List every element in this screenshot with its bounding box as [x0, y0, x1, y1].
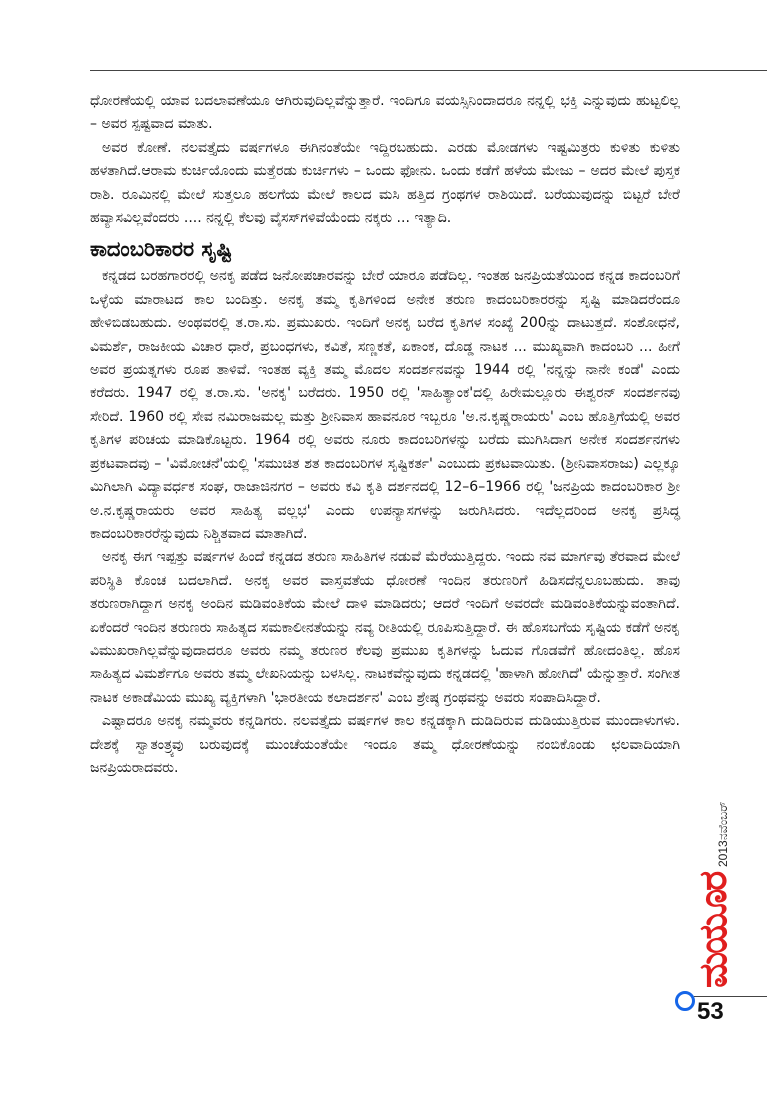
- issue-date: [711, 780, 735, 888]
- section-heading: ಕಾದಂಬರಿಕಾರರ ಸೃಷ್ಟಿ: [90, 237, 233, 262]
- paragraph: ಅನಕೃ ಈಗ ಇಪ್ಪತ್ತು ವರ್ಷಗಳ ಹಿಂದೆ ಕನ್ನಡದ ತರುಣ ಸಾಹಿತಿಗಳ ನಡುವೆ ಮೆರೆಯುತ್ತಿದ್ದರು. ಇಂದು ನವ ಮಾರ್ಗವು ತೆರವಾದ ಮೇಲೆ ಪರಿಸ್ಥಿತಿ ಕೊಂಚ ಬದಲಾಗಿದೆ. ಅನಕೃ ಅವರ ವಾಸ್ತವತೆಯ ಧೋರಣೆ ಇಂದಿನ ತರುಣರಿಗೆ ಹಿಡಿಸದೆನ್ನಲೂಬಹುದು. ತಾವು ತರುಣರಾಗಿದ್ದಾಗ ಅನಕೃ ಅಂದಿನ ಮಡಿವಂತಿಕೆಯ ಮೇಲೆ ದಾಳಿ ಮಾಡಿದರು; ಆದರೆ ಇಂದಿಗೆ ಅವರದೇ ಮಡಿವಂತಿಕೆಯನ್ನುವಂತಾಗಿದೆ. ಏಕೆಂದರೆ ಇಂದಿನ ತರುಣರು ಸಾಹಿತ್ಯದ ಸಮಕಾಲೀನತೆಯನ್ನು ನವ್ಯ ರೀತಿಯಲ್ಲಿ ರೂಪಿಸುತ್ತಿದ್ದಾರೆ. ಈ ಹೊಸಬಗೆಯ ಸೃಷ್ಟಿಯ ಕಡೆಗೆ ಅನಕೃ ವಿಮುಖರಾಗಿಲ್ಲವೆನ್ನುವುದಾದರೂ ಅವರು ನಮ್ಮ ತರುಣರ ಕೆಲವು ಪ್ರಮುಖ ಕೃತಿಗಳನ್ನು ಓದುವ ಗೊಡವೆಗೆ ಹೋದಂತಿಲ್ಲ. ಹೊಸ ಸಾಹಿತ್ಯದ ವಿಮರ್ಶೆಗೂ ಅವರು ತಮ್ಮ ಲೇಖನಿಯನ್ನು ಬಳಸಿಲ್ಲ. ನಾಟಕವೆನ್ನುವುದು ಕನ್ನಡದಲ್ಲಿ 'ಹಾಳಾಗಿ ಹೋಗಿದೆ' ಯೆನ್ನುತ್ತಾರೆ. ಸಂಗೀತ ನಾಟಕ ಅಕಾಡೆಮಿಯ ಮುಖ್ಯ ವ್ಯಕ್ತಿಗಳಾಗಿ 'ಭಾರತೀಯ ಕಲಾದರ್ಶನ' ಎಂಬ ಶ್ರೇಷ್ಠ ಗ್ರಂಥವನ್ನು ಅವರು ಸಂಪಾದಿಸಿದ್ದಾರೆ.: [90, 549, 680, 706]
- article-body: [90, 90, 680, 780]
- top-rule: [90, 70, 767, 71]
- page-number: 53: [697, 998, 724, 1025]
- issue-year: 2013: [716, 839, 730, 867]
- magazine-logo: ಮಯೂರ: [690, 872, 735, 988]
- paragraph: ಧೋರಣೆಯಲ್ಲಿ ಯಾವ ಬದಲಾವಣೆಯೂ ಆಗಿರುವುದಿಲ್ಲವೆನ್ನುತ್ತಾರೆ. ಇಂದಿಗೂ ವಯಸ್ಸಿನಿಂದಾದರೂ ನನ್ನಲ್ಲಿ ಭಕ್ತಿ ಎನ್ನುವುದು ಹುಟ್ಟಲಿಲ್ಲ – ಅವರ ಸ್ಪಷ್ಟವಾದ ಮಾತು.: [90, 93, 680, 133]
- footer-rule: [694, 996, 767, 997]
- issue-month: ನವೆಂಬರ್: [716, 801, 730, 840]
- paragraph: ಎಷ್ಟಾದರೂ ಅನಕೃ ನಮ್ಮವರು ಕನ್ನಡಿಗರು. ನಲವತ್ತೈದು ವರ್ಷಗಳ ಕಾಲ ಕನ್ನಡಕ್ಕಾಗಿ ದುಡಿದಿರುವ ದುಡಿಯುತ್ತಿರುವ ಮುಂದಾಳುಗಳು. ದೇಶಕ್ಕೆ ಸ್ವಾತಂತ್ರ್ಯವು ಬರುವುದಕ್ಕೆ ಮುಂಚೆಯಂತೆಯೇ ಇಂದೂ ತಮ್ಮ ಧೋರಣೆಯನ್ನು ನಂಬಿಕೊಂಡು ಛಲವಾದಿಯಾಗಿ ಜನಪ್ರಿಯರಾದವರು.: [90, 713, 680, 776]
- ring-icon: [675, 991, 695, 1011]
- paragraph: ಅವರ ಕೋಣೆ. ನಲವತ್ತೈದು ವರ್ಷಗಳೂ ಈಗಿನಂತೆಯೇ ಇದ್ದಿರಬಹುದು. ಎರಡು ಮೋಡಗಳು ಇಷ್ಟಮಿತ್ರರು ಕುಳಿತು ಕುಳಿತು ಹಳತಾಗಿದೆ.ಆರಾಮ ಕುರ್ಚಿಯೊಂದು ಮತ್ತೆರಡು ಕುರ್ಚಿಗಳು – ಒಂದು ಫೋನು. ಒಂದು ಕಡೆಗೆ ಹಳೆಯ ಮೇಜು – ಅದರ ಮೇಲೆ ಪುಸ್ತಕ ರಾಶಿ. ರೂಮಿನಲ್ಲಿ ಮೇಲೆ ಸುತ್ತಲೂ ಹಲಗೆಯ ಮೇಲೆ ಕಾಲದ ಮಸಿ ಹತ್ತಿದ ಗ್ರಂಥಗಳ ರಾಶಿಯಿದೆ. ಬರೆಯುವುದನ್ನು ಬಿಟ್ಟರೆ ಬೇರೆ ಹವ್ಯಾಸವಿಲ್ಲವೆಂದರು .... ನನ್ನಲ್ಲಿ ಕೆಲವು ವೈಸಸ್‌ಗಳಿವೆಯೆಂದು ನಕ್ಕರು ... ಇತ್ಯಾದಿ.: [90, 139, 680, 227]
- paragraph: ಕನ್ನಡದ ಬರಹಗಾರರಲ್ಲಿ ಅನಕೃ ಪಡೆದ ಜನೋಪಚಾರವನ್ನು ಬೇರೆ ಯಾರೂ ಪಡೆದಿಲ್ಲ. ಇಂತಹ ಜನಪ್ರಿಯತೆಯಿಂದ ಕನ್ನಡ ಕಾದಂಬರಿಗೆ ಒಳ್ಳೆಯ ಮಾರಾಟದ ಕಾಲ ಬಂದಿತ್ತು. ಅನಕೃ ತಮ್ಮ ಕೃತಿಗಳಿಂದ ಅನೇಕ ತರುಣ ಕಾದಂಬರಿಕಾರರನ್ನು ಸೃಷ್ಟಿ ಮಾಡಿದರೆಂದೂ ಹೇಳಿಬಿಡಬಹುದು. ಅಂಥವರಲ್ಲಿ ತ.ರಾ.ಸು. ಪ್ರಮುಖರು. ಇಂದಿಗೆ ಅನಕೃ ಬರೆದ ಕೃತಿಗಳ ಸಂಖ್ಯೆ 200ನ್ನು ದಾಟುತ್ತದೆ. ಸಂಶೋಧನೆ, ವಿಮರ್ಶೆ, ರಾಜಕೀಯ ವಿಚಾರ ಧಾರೆ, ಪ್ರಬಂಧಗಳು, ಕವಿತೆ, ಸಣ್ಣಕತೆ, ಏಕಾಂಕ, ದೊಡ್ಡ ನಾಟಕ ... ಮುಖ್ಯವಾಗಿ ಕಾದಂಬರಿ ... ಹೀಗೆ ಅವರ ಪ್ರಯತ್ನಗಳು ರೂಪ ತಾಳಿವೆ. ಇಂತಹ ವ್ಯಕ್ತಿ ತಮ್ಮ ಮೊದಲ ಸಂದರ್ಶನವನ್ನು 1944 ರಲ್ಲಿ 'ನನ್ನನ್ನು ನಾನೇ ಕಂಡೆ' ಎಂದು ಕರೆದರು. 1947 ರಲ್ಲಿ ತ.ರಾ.ಸು. 'ಅನಕೃ' ಬರೆದರು. 1950 ರಲ್ಲಿ 'ಸಾಹಿತ್ಯಾಂಕ'ದಲ್ಲಿ ಹಿರೇಮಲ್ಲೂರು ಈಶ್ವರನ್ ಸಂದರ್ಶನವು ಸೇರಿದೆ. 1960 ರಲ್ಲಿ ಸೇವ ನಮಿರಾಜಮಲ್ಲ ಮತ್ತು ಶ್ರೀನಿವಾಸ ಹಾವನೂರ ಇಬ್ಬರೂ 'ಅ.ನ.ಕೃಷ್ಣರಾಯರು' ಎಂಬ ಹೊತ್ತಿಗೆಯಲ್ಲಿ ಅವರ ಕೃತಿಗಳ ಪರಿಚಯ ಮಾಡಿಕೊಟ್ಟರು. 1964 ರಲ್ಲಿ ಅವರು ನೂರು ಕಾದಂಬರಿಗಳನ್ನು ಬರೆದು ಮುಗಿಸಿದಾಗ ಅನೇಕ ಸಂದರ್ಶನಗಳು ಪ್ರಕಟವಾದವು – 'ವಿಮೋಚನೆ'ಯಲ್ಲಿ 'ಸಮುಚಿತ ಶತ ಕಾದಂಬರಿಗಳ ಸೃಷ್ಟಿಕರ್ತ' ಎಂಬುದು ಪ್ರಕಟವಾಯಿತು. (ಶ್ರೀನಿವಾಸರಾಜು) ಎಲ್ಲಕ್ಕೂ ಮಿಗಿಲಾಗಿ ವಿದ್ಯಾವರ್ಧಕ ಸಂಘ, ರಾಜಾಜಿನಗರ – ಅವರು ಕವಿ ಕೃತಿ ದರ್ಶನದಲ್ಲಿ 12–6–1966 ರಲ್ಲಿ 'ಜನಪ್ರಿಯ ಕಾದಂಬರಿಕಾರ ಶ್ರೀ ಅ.ನ.ಕೃಷ್ಣರಾಯರು ಅವರ ಸಾಹಿತ್ಯ ವಲ್ಲಭ' ಎಂದು ಉಪನ್ಯಾಸಗಳನ್ನು ಜರುಗಿಸಿದರು. ಇದೆಲ್ಲದರಿಂದ ಅನಕೃ ಪ್ರಸಿದ್ಧ ಕಾದಂಬರಿಕಾರರೆನ್ನುವುದು ನಿಶ್ಚಿತವಾದ ಮಾತಾಗಿದೆ.: [90, 268, 680, 542]
